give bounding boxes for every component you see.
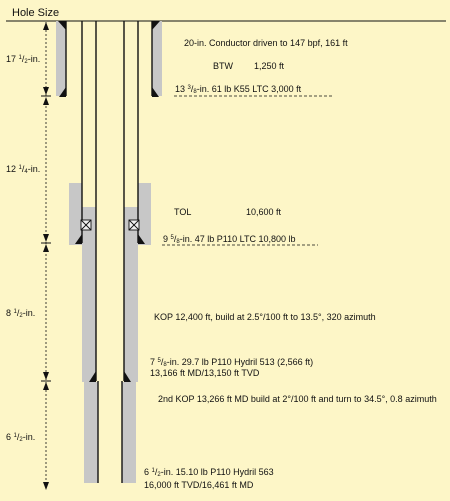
production-liner-shoes <box>89 371 131 382</box>
tubing-string <box>98 381 122 483</box>
total-depth-annotation: 16,000 ft TVD/16,461 ft MD <box>144 480 254 490</box>
hole-size-4: 6 $^1$/2-in. <box>6 432 36 443</box>
production-liner <box>96 21 124 381</box>
casing-depth-leaders <box>162 96 334 245</box>
hole-size-1: 17 $^1$/2-in. <box>6 54 41 65</box>
hole-size-2: 12 $^1$/4-in. <box>6 164 41 175</box>
btw-depth: 1,250 ft <box>254 61 285 71</box>
btw-label: BTW <box>213 61 233 71</box>
tol-depth: 10,600 ft <box>246 207 282 217</box>
surface-casing-annotation: 13 $^3$/8-in. 61 lb K55 LTC 3,000 ft <box>175 84 302 95</box>
diagram-title: Hole Size <box>12 7 60 19</box>
tol-label: TOL <box>174 207 192 217</box>
production-liner-depth: 13,166 ft MD/13,150 ft TVD <box>150 368 260 378</box>
kop-annotation: KOP 12,400 ft, build at 2.5°/100 ft to 13.5°, 320 azimuth <box>154 312 376 322</box>
cement-sheaths <box>56 21 162 483</box>
production-liner-annotation: 7 $^5$/8-in. 29.7 lb P110 Hydril 513 (2,566 ft) <box>150 357 314 368</box>
surface-casing <box>66 21 152 96</box>
conductor-annotation: 20-in. Conductor driven to 147 bpf, 161 ft <box>184 38 348 48</box>
tubing-annotation: 6 $^1$/2-in. 15.10 lb P110 Hydril 563 <box>144 467 274 478</box>
liner-hangers <box>81 220 139 230</box>
intermediate-casing-annotation: 9 $^5$/8-in. 47 lb P110 LTC 10,800 lb <box>163 234 296 245</box>
second-kop-annotation: 2nd KOP 13,266 ft MD build at 2°/100 ft and turn to 34.5°, 0.8 azimuth <box>158 394 437 404</box>
hole-size-3: 8 $^1$/2-in. <box>6 308 36 319</box>
surface-casing-shoes <box>59 87 159 97</box>
conductor-shoes <box>58 21 160 30</box>
